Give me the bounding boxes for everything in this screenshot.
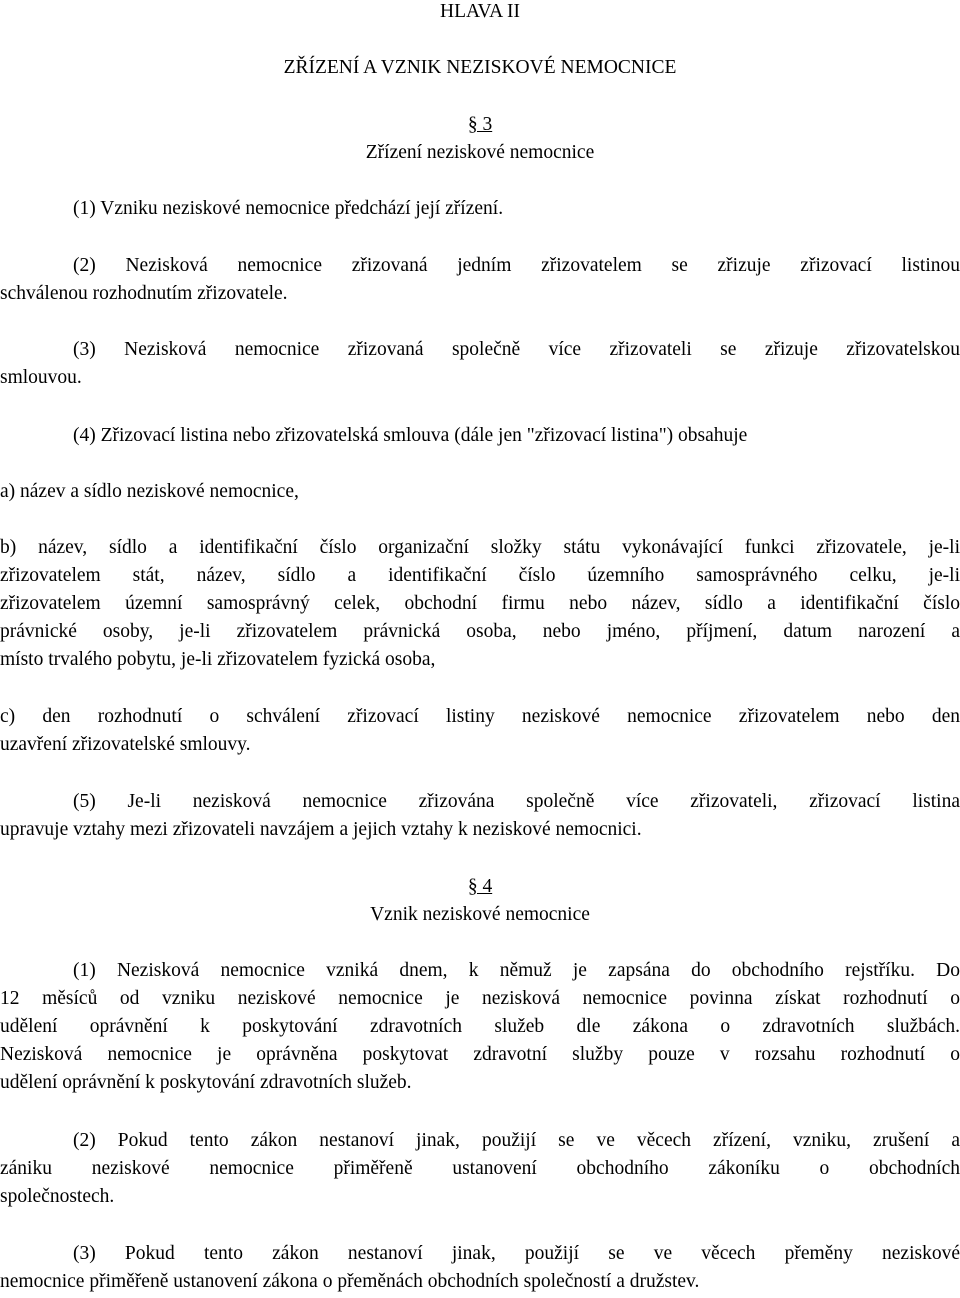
s3-item-c-line1: c) den rozhodnutí o schválení zřizovací listiny neziskové nemocnice zřizovatelem nebo den [0, 706, 960, 727]
s3-item-b-line5: místo trvalého pobytu, je-li zřizovatelem fyzická osoba, [0, 649, 436, 670]
s3-p3-line1: (3) Nezisková nemocnice zřizovaná společně více zřizovateli se zřizuje zřizovatelskou [73, 339, 960, 360]
section-4-title: Vznik neziskové nemocnice [370, 904, 590, 925]
chapter-subtitle: ZŘÍZENÍ A VZNIK NEZISKOVÉ NEMOCNICE [283, 57, 677, 78]
s4-p1-line5: udělení oprávnění k poskytování zdravotních služeb. [0, 1072, 412, 1093]
s4-p1-line1: (1) Nezisková nemocnice vzniká dnem, k němuž je zapsána do obchodního rejstříku. Do [73, 960, 960, 981]
s4-p2-line1: (2) Pokud tento zákon nestanoví jinak, použijí se ve věcech zřízení, vzniku, zrušení a [73, 1130, 960, 1151]
s3-item-b-line4: právnické osoby, je-li zřizovatelem právnická osoba, nebo jméno, příjmení, datum narození a [0, 621, 960, 642]
section-3-number: § 3 [467, 114, 493, 135]
s3-item-b-line1: b) název, sídlo a identifikační číslo organizační složky státu vykonávající funkci zřizovatele, je-li [0, 537, 960, 558]
s4-p1-line2: 12 měsíců od vzniku neziskové nemocnice je nezisková nemocnice povinna získat rozhodnutí o [0, 988, 960, 1009]
s4-p3-line2: nemocnice přiměřeně ustanovení zákona o přeměnách obchodních společností a družstev. [0, 1271, 700, 1292]
s4-p1-line4: Nezisková nemocnice je oprávněna poskytovat zdravotní služby pouze v rozsahu rozhodnutí o [0, 1044, 960, 1065]
s3-item-b-line2: zřizovatelem stát, název, sídlo a identifikační číslo územního samosprávného celku, je-li [0, 565, 960, 586]
section-4-number: § 4 [467, 876, 493, 897]
s3-p5-line1: (5) Je-li nezisková nemocnice zřizována společně více zřizovateli, zřizovací listina [73, 791, 960, 812]
s3-item-b-line3: zřizovatelem územní samosprávný celek, obchodní firmu nebo název, sídlo a identifikační číslo [0, 593, 960, 614]
s3-p5-line2: upravuje vztahy mezi zřizovateli navzájem a jejich vztahy k neziskové nemocnici. [0, 819, 642, 840]
s3-p2-line1: (2) Nezisková nemocnice zřizovaná jedním zřizovatelem se zřizuje zřizovací listinou [73, 255, 960, 276]
s3-p4-line1: (4) Zřizovací listina nebo zřizovatelská smlouva (dále jen "zřizovací listina") obsahuje [73, 425, 748, 446]
s4-p3-line1: (3) Pokud tento zákon nestanoví jinak, použijí se ve věcech přeměny neziskové [73, 1243, 960, 1264]
chapter-title: HLAVA II [440, 1, 520, 22]
s4-p1-line3: udělení oprávnění k poskytování zdravotních služeb dle zákona o zdravotních službách. [0, 1016, 960, 1037]
s4-p2-line3: společnostech. [0, 1186, 115, 1207]
s3-item-a: a) název a sídlo neziskové nemocnice, [0, 481, 299, 502]
s3-p3-line2: smlouvou. [0, 367, 82, 388]
s3-item-c-line2: uzavření zřizovatelské smlouvy. [0, 734, 251, 755]
s3-p1-line1: (1) Vzniku neziskové nemocnice předchází její zřízení. [73, 198, 504, 219]
s3-p2-line2: schválenou rozhodnutím zřizovatele. [0, 283, 288, 304]
section-3-title: Zřízení neziskové nemocnice [365, 142, 595, 163]
s4-p2-line2: zániku neziskové nemocnice přiměřeně ustanovení obchodního zákoníku o obchodních [0, 1158, 960, 1179]
